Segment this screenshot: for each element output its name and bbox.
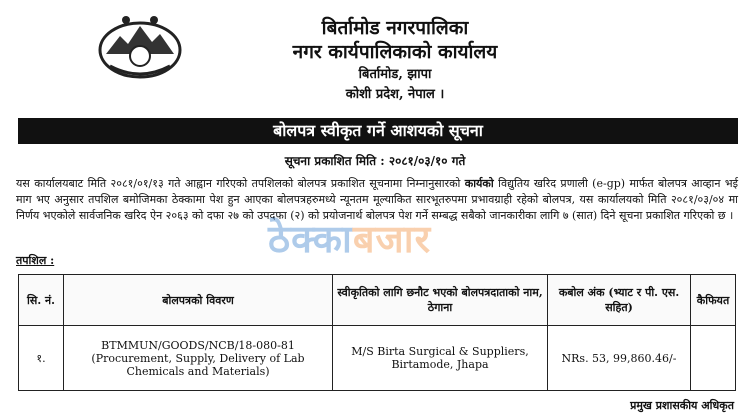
cell-description: BTMMUN/GOODS/NCB/18-080-81 (Procurement, Supply, Delivery of Lab Chemicals and Materials) xyxy=(64,326,333,391)
header-bidder: स्वीकृतिको लागि छनौट भएको बोलपत्रदाताको नाम, ठेगाना xyxy=(333,275,548,326)
header-amount: कबोल अंक (भ्याट र पी. एस. सहित) xyxy=(548,275,691,326)
bid-table xyxy=(18,274,736,391)
watermark-part2: बजार xyxy=(352,217,432,261)
office-name: नगर कार्यपालिकाको कार्यालय xyxy=(292,41,498,63)
publish-date: सूचना प्रकाशित मिति : २०८१/०३/१० गते xyxy=(284,154,466,168)
header-remarks: कैफियत xyxy=(691,275,736,326)
table-header-row xyxy=(19,275,736,326)
header-description: बोलपत्रको विवरण xyxy=(64,275,333,326)
body-bold-word: कार्यको xyxy=(464,177,494,190)
body-text-end: विद्युतिय खरिद प्रणाली (e-gp) मार्फत बोलपत्र आव्हान भई माग भए अनुसार तपशिल बमोजिमका ठेक्कामा पेश हुन आएका बोलपत्रहरुमध्ये न्यूनतम मूल्याकित सारभूतरुपमा प्रभावग्राही रहेको बोलपत्र, यस कार्यालयको मिति २०८१/०३/०४ मा निर्णय भएकोले सार्वजनिक खरिद ऐन २०६३ को दफा २७ को उपदफा (२) को प्रयोजनार्थ बोलपत्र पेश गर्ने सम्बद्ध सबैको जानकारीका लागि ७ (सात) दिने सूचना प्रकाशित गरिएको छ । xyxy=(16,177,738,222)
office-address: बिर्तामोड, झापा xyxy=(358,67,432,82)
body-text-start: यस कार्यालयबाट मिति २०८१/०१/१३ गते आह्वान गरिएको तपशिलको बोलपत्र प्रकाशित सूचनामा निम्नानुसारको xyxy=(16,177,465,190)
cell-amount: NRs. 53, 99,860.46/- xyxy=(548,326,691,391)
cell-sn: १. xyxy=(19,326,64,391)
signature-title: प्रमुख प्रशासकीय अधिकृत xyxy=(630,399,734,412)
office-province: कोशी प्रदेश, नेपाल । xyxy=(345,87,445,102)
cell-bidder: M/S Birta Surgical & Suppliers, Birtamode, Jhapa xyxy=(333,326,548,391)
municipality-name: बिर्तामोड नगरपालिका xyxy=(321,17,469,39)
watermark-logo xyxy=(268,212,431,264)
watermark-part1: ठेक्का xyxy=(268,217,353,261)
cell-remarks xyxy=(691,326,736,391)
table-row xyxy=(19,326,736,391)
schedule-label: तपशिल : xyxy=(16,254,55,267)
header-sn: सि. नं. xyxy=(19,275,64,326)
notice-title: बोलपत्र स्वीकृत गर्ने आशयको सूचना xyxy=(18,118,738,144)
